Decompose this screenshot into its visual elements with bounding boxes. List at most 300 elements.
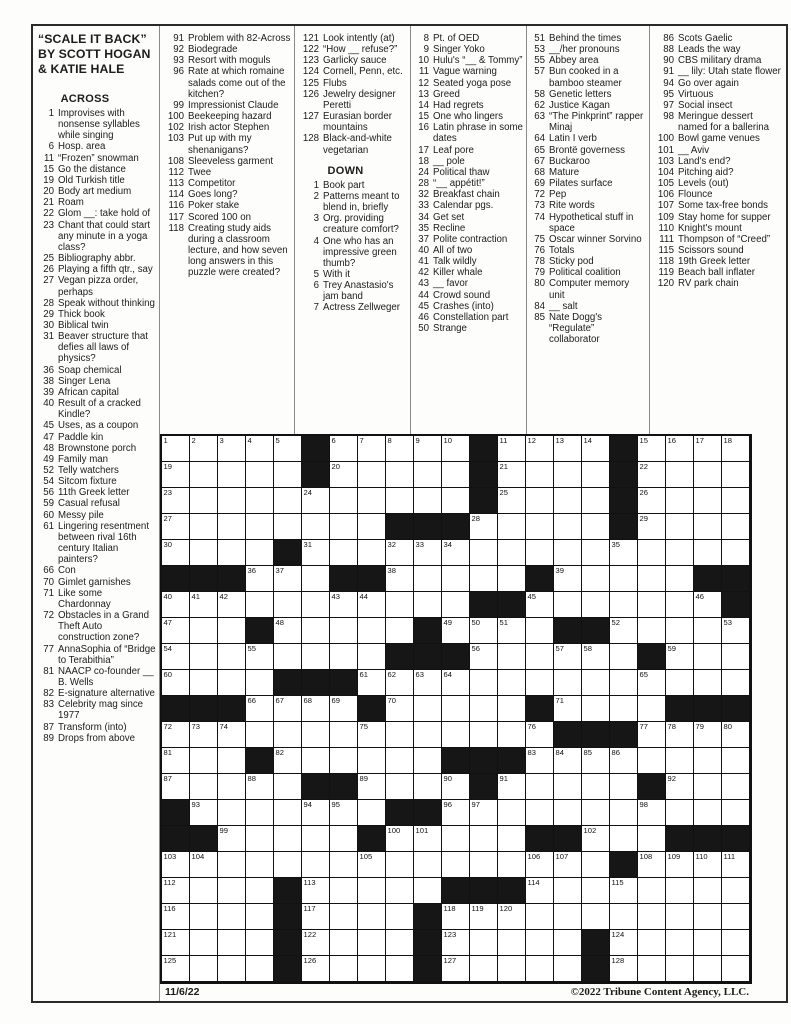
grid-cell[interactable] — [302, 618, 330, 644]
grid-cell[interactable] — [414, 488, 442, 514]
grid-cell[interactable] — [610, 956, 638, 982]
grid-cell[interactable] — [554, 566, 582, 592]
grid-cell[interactable] — [610, 930, 638, 956]
grid-cell[interactable] — [302, 904, 330, 930]
grid-cell[interactable] — [554, 644, 582, 670]
grid-cell[interactable] — [722, 800, 750, 826]
grid-cell[interactable] — [694, 774, 722, 800]
grid-cell[interactable] — [498, 436, 526, 462]
grid-cell[interactable] — [386, 696, 414, 722]
grid-cell[interactable] — [162, 774, 190, 800]
grid-cell[interactable] — [442, 566, 470, 592]
grid-cell[interactable] — [274, 592, 302, 618]
grid-cell[interactable] — [274, 748, 302, 774]
grid-cell[interactable] — [302, 540, 330, 566]
grid-cell[interactable] — [330, 618, 358, 644]
grid-cell[interactable] — [442, 722, 470, 748]
grid-cell[interactable] — [190, 852, 218, 878]
grid-cell[interactable] — [610, 644, 638, 670]
grid-cell[interactable] — [246, 644, 274, 670]
grid-cell[interactable] — [554, 774, 582, 800]
grid-cell[interactable] — [610, 826, 638, 852]
grid-cell[interactable] — [190, 748, 218, 774]
grid-cell[interactable] — [526, 774, 554, 800]
grid-cell[interactable] — [414, 592, 442, 618]
grid-cell[interactable] — [610, 592, 638, 618]
grid-cell[interactable] — [162, 436, 190, 462]
grid-cell[interactable] — [694, 592, 722, 618]
grid-cell[interactable] — [582, 904, 610, 930]
grid-cell[interactable] — [526, 852, 554, 878]
grid-cell[interactable] — [582, 436, 610, 462]
grid-cell[interactable] — [218, 748, 246, 774]
grid-cell[interactable] — [694, 670, 722, 696]
grid-cell[interactable] — [190, 930, 218, 956]
grid-cell[interactable] — [358, 800, 386, 826]
grid-cell[interactable] — [162, 748, 190, 774]
grid-cell[interactable] — [470, 618, 498, 644]
grid-cell[interactable] — [638, 722, 666, 748]
grid-cell[interactable] — [638, 748, 666, 774]
grid-cell[interactable] — [666, 852, 694, 878]
grid-cell[interactable] — [302, 644, 330, 670]
grid-cell[interactable] — [470, 852, 498, 878]
grid-cell[interactable] — [414, 566, 442, 592]
grid-cell[interactable] — [358, 878, 386, 904]
grid-cell[interactable] — [190, 618, 218, 644]
grid-cell[interactable] — [246, 852, 274, 878]
grid-cell[interactable] — [162, 904, 190, 930]
grid-cell[interactable] — [246, 956, 274, 982]
grid-cell[interactable] — [694, 800, 722, 826]
grid-cell[interactable] — [638, 878, 666, 904]
grid-cell[interactable] — [302, 566, 330, 592]
grid-cell[interactable] — [162, 852, 190, 878]
grid-cell[interactable] — [330, 462, 358, 488]
grid-cell[interactable] — [470, 670, 498, 696]
grid-cell[interactable] — [442, 904, 470, 930]
grid-cell[interactable] — [470, 644, 498, 670]
grid-cell[interactable] — [638, 488, 666, 514]
grid-cell[interactable] — [162, 878, 190, 904]
grid-cell[interactable] — [302, 592, 330, 618]
grid-cell[interactable] — [414, 774, 442, 800]
grid-cell[interactable] — [414, 540, 442, 566]
grid-cell[interactable] — [274, 618, 302, 644]
grid-cell[interactable] — [330, 540, 358, 566]
grid-cell[interactable] — [582, 540, 610, 566]
grid-cell[interactable] — [218, 592, 246, 618]
grid-cell[interactable] — [386, 774, 414, 800]
grid-cell[interactable] — [526, 592, 554, 618]
grid-cell[interactable] — [470, 930, 498, 956]
grid-cell[interactable] — [302, 878, 330, 904]
grid-cell[interactable] — [722, 878, 750, 904]
grid-cell[interactable] — [162, 540, 190, 566]
grid-cell[interactable] — [246, 878, 274, 904]
grid-cell[interactable] — [330, 956, 358, 982]
grid-cell[interactable] — [246, 930, 274, 956]
grid-cell[interactable] — [666, 878, 694, 904]
grid-cell[interactable] — [246, 540, 274, 566]
grid-cell[interactable] — [722, 644, 750, 670]
grid-cell[interactable] — [498, 670, 526, 696]
grid-cell[interactable] — [666, 618, 694, 644]
grid-cell[interactable] — [330, 722, 358, 748]
grid-cell[interactable] — [246, 514, 274, 540]
grid-cell[interactable] — [526, 956, 554, 982]
grid-cell[interactable] — [190, 956, 218, 982]
grid-cell[interactable] — [582, 462, 610, 488]
grid-cell[interactable] — [330, 644, 358, 670]
grid-cell[interactable] — [666, 800, 694, 826]
grid-cell[interactable] — [190, 904, 218, 930]
grid-cell[interactable] — [526, 930, 554, 956]
grid-cell[interactable] — [470, 566, 498, 592]
grid-cell[interactable] — [610, 670, 638, 696]
grid-cell[interactable] — [638, 514, 666, 540]
grid-cell[interactable] — [498, 618, 526, 644]
grid-cell[interactable] — [498, 774, 526, 800]
grid-cell[interactable] — [274, 696, 302, 722]
grid-cell[interactable] — [666, 540, 694, 566]
grid-cell[interactable] — [694, 722, 722, 748]
grid-cell[interactable] — [218, 956, 246, 982]
grid-cell[interactable] — [358, 540, 386, 566]
grid-cell[interactable] — [302, 826, 330, 852]
grid-cell[interactable] — [610, 800, 638, 826]
grid-cell[interactable] — [218, 904, 246, 930]
grid-cell[interactable] — [442, 774, 470, 800]
grid-cell[interactable] — [246, 436, 274, 462]
grid-cell[interactable] — [666, 644, 694, 670]
grid-cell[interactable] — [274, 774, 302, 800]
grid-cell[interactable] — [386, 566, 414, 592]
grid-cell[interactable] — [582, 852, 610, 878]
grid-cell[interactable] — [526, 488, 554, 514]
grid-cell[interactable] — [666, 930, 694, 956]
grid-cell[interactable] — [358, 670, 386, 696]
grid-cell[interactable] — [638, 852, 666, 878]
grid-cell[interactable] — [666, 774, 694, 800]
grid-cell[interactable] — [554, 488, 582, 514]
grid-cell[interactable] — [246, 488, 274, 514]
grid-cell[interactable] — [498, 566, 526, 592]
grid-cell[interactable] — [498, 852, 526, 878]
grid-cell[interactable] — [498, 540, 526, 566]
grid-cell[interactable] — [582, 826, 610, 852]
grid-cell[interactable] — [470, 514, 498, 540]
grid-cell[interactable] — [442, 852, 470, 878]
grid-cell[interactable] — [330, 514, 358, 540]
grid-cell[interactable] — [666, 488, 694, 514]
grid-cell[interactable] — [610, 748, 638, 774]
grid-cell[interactable] — [274, 566, 302, 592]
grid-cell[interactable] — [582, 644, 610, 670]
grid-cell[interactable] — [190, 670, 218, 696]
grid-cell[interactable] — [162, 930, 190, 956]
grid-cell[interactable] — [666, 722, 694, 748]
grid-cell[interactable] — [722, 852, 750, 878]
grid-cell[interactable] — [162, 670, 190, 696]
grid-cell[interactable] — [190, 878, 218, 904]
grid-cell[interactable] — [554, 904, 582, 930]
grid-cell[interactable] — [162, 644, 190, 670]
grid-cell[interactable] — [386, 826, 414, 852]
grid-cell[interactable] — [666, 566, 694, 592]
grid-cell[interactable] — [358, 852, 386, 878]
grid-cell[interactable] — [246, 670, 274, 696]
grid-cell[interactable] — [246, 696, 274, 722]
grid-cell[interactable] — [638, 696, 666, 722]
grid-cell[interactable] — [246, 722, 274, 748]
grid-cell[interactable] — [414, 878, 442, 904]
grid-cell[interactable] — [666, 670, 694, 696]
grid-cell[interactable] — [162, 592, 190, 618]
grid-cell[interactable] — [554, 514, 582, 540]
grid-cell[interactable] — [526, 462, 554, 488]
grid-cell[interactable] — [694, 878, 722, 904]
grid-cell[interactable] — [694, 540, 722, 566]
grid-cell[interactable] — [302, 800, 330, 826]
grid-cell[interactable] — [722, 904, 750, 930]
grid-cell[interactable] — [358, 930, 386, 956]
grid-cell[interactable] — [246, 774, 274, 800]
grid-cell[interactable] — [526, 618, 554, 644]
grid-cell[interactable] — [526, 540, 554, 566]
grid-cell[interactable] — [638, 618, 666, 644]
grid-cell[interactable] — [218, 462, 246, 488]
grid-cell[interactable] — [246, 826, 274, 852]
grid-cell[interactable] — [386, 462, 414, 488]
grid-cell[interactable] — [470, 826, 498, 852]
grid-cell[interactable] — [722, 956, 750, 982]
grid-cell[interactable] — [302, 722, 330, 748]
grid-cell[interactable] — [582, 696, 610, 722]
grid-cell[interactable] — [246, 566, 274, 592]
grid-cell[interactable] — [414, 748, 442, 774]
grid-cell[interactable] — [190, 592, 218, 618]
grid-cell[interactable] — [330, 488, 358, 514]
grid-cell[interactable] — [526, 878, 554, 904]
grid-cell[interactable] — [162, 514, 190, 540]
grid-cell[interactable] — [694, 748, 722, 774]
grid-cell[interactable] — [442, 670, 470, 696]
grid-cell[interactable] — [274, 488, 302, 514]
grid-cell[interactable] — [526, 644, 554, 670]
grid-cell[interactable] — [190, 514, 218, 540]
grid-cell[interactable] — [274, 852, 302, 878]
grid-cell[interactable] — [694, 436, 722, 462]
grid-cell[interactable] — [498, 904, 526, 930]
grid-cell[interactable] — [358, 436, 386, 462]
grid-cell[interactable] — [498, 644, 526, 670]
grid-cell[interactable] — [358, 618, 386, 644]
grid-cell[interactable] — [386, 748, 414, 774]
grid-cell[interactable] — [694, 930, 722, 956]
grid-cell[interactable] — [638, 670, 666, 696]
grid-cell[interactable] — [498, 800, 526, 826]
grid-cell[interactable] — [442, 462, 470, 488]
grid-cell[interactable] — [722, 748, 750, 774]
grid-cell[interactable] — [582, 878, 610, 904]
grid-cell[interactable] — [666, 436, 694, 462]
grid-cell[interactable] — [330, 826, 358, 852]
grid-cell[interactable] — [274, 462, 302, 488]
grid-cell[interactable] — [386, 956, 414, 982]
grid-cell[interactable] — [414, 722, 442, 748]
grid-cell[interactable] — [386, 436, 414, 462]
grid-cell[interactable] — [666, 462, 694, 488]
grid-cell[interactable] — [610, 774, 638, 800]
grid-cell[interactable] — [722, 436, 750, 462]
grid-cell[interactable] — [358, 722, 386, 748]
grid-cell[interactable] — [722, 774, 750, 800]
grid-cell[interactable] — [358, 904, 386, 930]
grid-cell[interactable] — [722, 540, 750, 566]
grid-cell[interactable] — [526, 800, 554, 826]
grid-cell[interactable] — [218, 878, 246, 904]
grid-cell[interactable] — [330, 800, 358, 826]
grid-cell[interactable] — [442, 436, 470, 462]
grid-cell[interactable] — [302, 852, 330, 878]
grid-cell[interactable] — [386, 930, 414, 956]
grid-cell[interactable] — [190, 774, 218, 800]
grid-cell[interactable] — [218, 930, 246, 956]
grid-cell[interactable] — [498, 514, 526, 540]
grid-cell[interactable] — [694, 956, 722, 982]
grid-cell[interactable] — [246, 800, 274, 826]
grid-cell[interactable] — [498, 826, 526, 852]
grid-cell[interactable] — [386, 904, 414, 930]
grid-cell[interactable] — [218, 670, 246, 696]
grid-cell[interactable] — [442, 540, 470, 566]
grid-cell[interactable] — [498, 930, 526, 956]
grid-cell[interactable] — [274, 436, 302, 462]
grid-cell[interactable] — [442, 800, 470, 826]
grid-cell[interactable] — [302, 514, 330, 540]
grid-cell[interactable] — [442, 696, 470, 722]
grid-cell[interactable] — [610, 904, 638, 930]
grid-cell[interactable] — [694, 852, 722, 878]
grid-cell[interactable] — [274, 644, 302, 670]
grid-cell[interactable] — [190, 436, 218, 462]
grid-cell[interactable] — [666, 956, 694, 982]
grid-cell[interactable] — [414, 826, 442, 852]
grid-cell[interactable] — [638, 566, 666, 592]
grid-cell[interactable] — [330, 696, 358, 722]
grid-cell[interactable] — [414, 852, 442, 878]
grid-cell[interactable] — [610, 540, 638, 566]
grid-cell[interactable] — [610, 618, 638, 644]
grid-cell[interactable] — [218, 514, 246, 540]
grid-cell[interactable] — [610, 696, 638, 722]
grid-cell[interactable] — [330, 930, 358, 956]
grid-cell[interactable] — [190, 488, 218, 514]
grid-cell[interactable] — [386, 670, 414, 696]
grid-cell[interactable] — [218, 618, 246, 644]
grid-cell[interactable] — [554, 540, 582, 566]
grid-cell[interactable] — [330, 592, 358, 618]
grid-cell[interactable] — [274, 826, 302, 852]
grid-cell[interactable] — [218, 800, 246, 826]
grid-cell[interactable] — [470, 904, 498, 930]
grid-cell[interactable] — [218, 436, 246, 462]
grid-cell[interactable] — [638, 956, 666, 982]
grid-cell[interactable] — [386, 878, 414, 904]
grid-cell[interactable] — [498, 462, 526, 488]
grid-cell[interactable] — [694, 618, 722, 644]
grid-cell[interactable] — [302, 748, 330, 774]
grid-cell[interactable] — [358, 592, 386, 618]
grid-cell[interactable] — [526, 904, 554, 930]
grid-cell[interactable] — [722, 462, 750, 488]
grid-cell[interactable] — [190, 462, 218, 488]
grid-cell[interactable] — [554, 852, 582, 878]
grid-cell[interactable] — [330, 878, 358, 904]
grid-cell[interactable] — [638, 436, 666, 462]
grid-cell[interactable] — [442, 592, 470, 618]
grid-cell[interactable] — [442, 930, 470, 956]
grid-cell[interactable] — [638, 540, 666, 566]
grid-cell[interactable] — [666, 748, 694, 774]
grid-cell[interactable] — [358, 462, 386, 488]
grid-cell[interactable] — [302, 956, 330, 982]
grid-cell[interactable] — [386, 618, 414, 644]
grid-cell[interactable] — [302, 488, 330, 514]
grid-cell[interactable] — [470, 800, 498, 826]
grid-cell[interactable] — [414, 436, 442, 462]
grid-cell[interactable] — [582, 670, 610, 696]
grid-cell[interactable] — [246, 592, 274, 618]
grid-cell[interactable] — [554, 748, 582, 774]
grid-cell[interactable] — [722, 514, 750, 540]
grid-cell[interactable] — [610, 878, 638, 904]
grid-cell[interactable] — [218, 852, 246, 878]
grid-cell[interactable] — [554, 436, 582, 462]
grid-cell[interactable] — [414, 696, 442, 722]
grid-cell[interactable] — [246, 904, 274, 930]
grid-cell[interactable] — [582, 800, 610, 826]
grid-cell[interactable] — [638, 592, 666, 618]
grid-cell[interactable] — [246, 462, 274, 488]
grid-cell[interactable] — [190, 644, 218, 670]
grid-cell[interactable] — [526, 514, 554, 540]
grid-cell[interactable] — [694, 462, 722, 488]
grid-cell[interactable] — [218, 540, 246, 566]
grid-cell[interactable] — [162, 462, 190, 488]
grid-cell[interactable] — [638, 826, 666, 852]
grid-cell[interactable] — [722, 670, 750, 696]
grid-cell[interactable] — [694, 644, 722, 670]
grid-cell[interactable] — [330, 436, 358, 462]
grid-cell[interactable] — [638, 930, 666, 956]
grid-cell[interactable] — [694, 904, 722, 930]
grid-cell[interactable] — [358, 774, 386, 800]
grid-cell[interactable] — [442, 956, 470, 982]
grid-cell[interactable] — [330, 852, 358, 878]
grid-cell[interactable] — [498, 722, 526, 748]
grid-cell[interactable] — [526, 670, 554, 696]
grid-cell[interactable] — [666, 514, 694, 540]
grid-cell[interactable] — [162, 722, 190, 748]
grid-cell[interactable] — [274, 722, 302, 748]
grid-cell[interactable] — [582, 488, 610, 514]
grid-cell[interactable] — [358, 748, 386, 774]
grid-cell[interactable] — [666, 904, 694, 930]
grid-cell[interactable] — [386, 540, 414, 566]
grid-cell[interactable] — [722, 930, 750, 956]
